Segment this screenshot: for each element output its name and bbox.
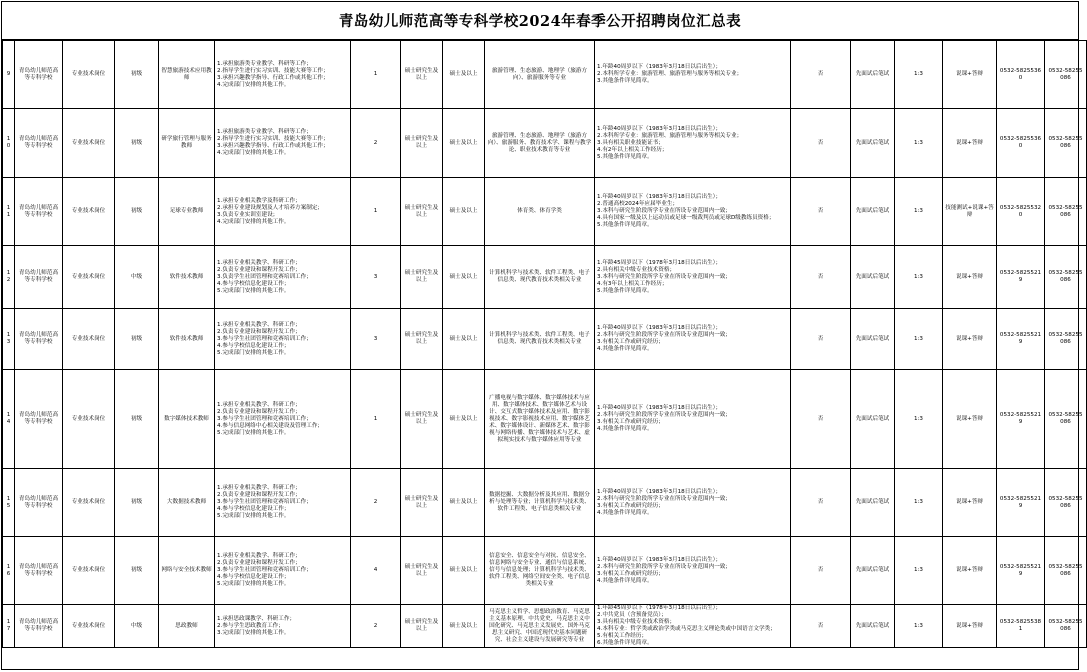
post-duties-line: 2.负责专业建设和课程开发工作； [217, 560, 301, 566]
education-requirement: 硕士研究生及以上 [401, 178, 443, 246]
other-requirements-line: 4.有3年以上相关工作经历； [597, 280, 668, 287]
written-exam: 否 [791, 41, 851, 109]
other-requirements-line: 5.有相关工作经历； [597, 633, 648, 639]
education-requirement: 硕士研究生及以上 [401, 109, 443, 178]
post-name: 软件技术教师 [159, 246, 215, 309]
recruitment-sheet [1, 1, 1083, 670]
degree-requirement: 硕士及以上 [443, 178, 485, 246]
post-level: 中级 [115, 605, 159, 648]
major-requirement: 信息安全、信息安全与对抗、信息安全、信息网络与安全专业、通信与信息系统、信号与信息处理；计算机科学与技术类、软件工程类、网络空间安全类、电子信息类相关专业 [485, 537, 595, 605]
written-exam: 否 [791, 469, 851, 537]
post-level: 初级 [115, 41, 159, 109]
post-duties-line: 1.承担专业相关教学及科研工作； [217, 197, 301, 204]
hiring-unit: 青岛幼儿师范高等专科学校 [15, 537, 63, 605]
interview-ratio: 1:3 [895, 246, 943, 309]
hiring-unit: 青岛幼儿师范高等专科学校 [15, 370, 63, 469]
hire-count: 1 [351, 178, 401, 246]
other-requirements-line: 1.年龄45周岁以下（1978年3月18日以后出生）； [597, 605, 722, 611]
other-requirements-line: 3.其他条件详见简章。 [597, 78, 653, 84]
exam-method: 先面试后笔试 [851, 469, 895, 537]
post-duties [215, 178, 351, 246]
post-duties-line: 5.完成部门安排的其他工作。 [217, 287, 290, 294]
consult-phone: 0532-58255360 [997, 41, 1045, 109]
education-requirement: 硕士研究生及以上 [401, 605, 443, 648]
post-duties-line: 1.承担专业相关教学、科研工作； [217, 321, 301, 328]
hiring-unit: 青岛幼儿师范高等专科学校 [15, 41, 63, 109]
post-duties-line: 1.承担专业相关教学、科研工作； [217, 553, 301, 559]
post-duties-line: 4.完成部门安排的其他工作。 [217, 81, 290, 88]
other-requirements-line: 1.年龄40周岁以下（1983年3月18日以后出生）； [597, 325, 722, 331]
other-requirements-line: 3.有相关工作或研究经历； [597, 502, 664, 509]
post-duties [215, 246, 351, 309]
hire-count: 4 [351, 537, 401, 605]
post-name: 思政教师 [159, 605, 215, 648]
row-number: 15 [3, 469, 15, 537]
exam-method: 先面试后笔试 [851, 246, 895, 309]
other-requirements [595, 309, 791, 370]
post-level: 中级 [115, 246, 159, 309]
supervision-phone: 0532-58255086 [1045, 370, 1087, 469]
other-requirements-line: 3.具有相关职业技能证书； [597, 139, 664, 146]
post-category: 专业技术岗位 [63, 178, 115, 246]
other-requirements-line: 4.其他条件详见简章。 [597, 577, 653, 584]
post-name: 大数据技术教师 [159, 469, 215, 537]
post-category: 专业技术岗位 [63, 469, 115, 537]
consult-phone: 0532-58255219 [997, 246, 1045, 309]
consult-phone: 0532-58255320 [997, 178, 1045, 246]
row-number: 11 [3, 178, 15, 246]
interview-form: 说课+答辩 [943, 469, 997, 537]
post-name: 研学旅行管理与服务教师 [159, 109, 215, 178]
table-row [3, 469, 1087, 537]
post-duties-line: 4.参与学校信息化建设工作； [217, 506, 290, 512]
other-requirements [595, 370, 791, 469]
supervision-phone: 0532-58255086 [1045, 309, 1087, 370]
hire-count: 1 [351, 41, 401, 109]
other-requirements [595, 537, 791, 605]
post-duties-line: 2.负责专业建设和课程开发工作； [217, 408, 301, 415]
table-row [3, 370, 1087, 469]
other-requirements-line: 1.年龄40周岁以下（1983年3月18日以后出生）； [597, 125, 722, 132]
major-requirement: 计算机科学与技术类、软件工程类、电子信息类、现代教育技术类相关专业 [485, 246, 595, 309]
post-duties [215, 309, 351, 370]
hiring-unit: 青岛幼儿师范高等专科学校 [15, 246, 63, 309]
interview-ratio: 1:3 [895, 178, 943, 246]
consult-phone: 0532-58255219 [997, 537, 1045, 605]
post-category: 专业技术岗位 [63, 605, 115, 648]
post-duties-line: 1.承担旅游类专业教学、科研等工作； [217, 129, 312, 135]
major-requirement: 旅游管理、生态旅游、地理学（旅游方向）、旅游服务等专业 [485, 41, 595, 109]
other-requirements-line: 4.有2年以上相关工作经历； [597, 146, 668, 153]
written-exam: 否 [791, 109, 851, 178]
exam-method: 先面试后笔试 [851, 41, 895, 109]
supervision-phone: 0532-58255086 [1045, 605, 1087, 648]
exam-method: 先面试后笔试 [851, 309, 895, 370]
other-requirements-line: 2.具有相关中级专业技术资格； [597, 266, 676, 273]
other-requirements-line: 1.年龄40周岁以下（1983年3月18日以后出生）； [597, 556, 722, 563]
other-requirements [595, 469, 791, 537]
post-duties-line: 2.负责专业建设和课程开发工作； [217, 266, 301, 273]
hire-count: 2 [351, 605, 401, 648]
post-duties-line: 4.参与学校信息化建设工作； [217, 280, 290, 287]
interview-ratio: 1:3 [895, 469, 943, 537]
other-requirements-line: 4.其他条件详见简章。 [597, 426, 653, 432]
interview-ratio: 1:3 [895, 109, 943, 178]
exam-method: 先面试后笔试 [851, 370, 895, 469]
other-requirements-line: 3.有相关工作或研究经历； [597, 419, 664, 425]
written-exam: 否 [791, 309, 851, 370]
other-requirements [595, 109, 791, 178]
other-requirements-line: 2.本科与研究生阶段所学专业在所设专业范围内一致； [597, 412, 731, 418]
hiring-unit: 青岛幼儿师范高等专科学校 [15, 309, 63, 370]
degree-requirement: 硕士及以上 [443, 537, 485, 605]
supervision-phone: 0532-58255086 [1045, 178, 1087, 246]
education-requirement: 硕士研究生及以上 [401, 469, 443, 537]
row-number: 12 [3, 246, 15, 309]
interview-form: 说课+答辩 [943, 370, 997, 469]
post-name: 数字媒体技术教师 [159, 370, 215, 469]
other-requirements-line: 4.其他条件详见简章。 [597, 346, 653, 352]
post-duties-line: 5.完成部门安排的其他工作。 [217, 513, 290, 519]
major-requirement: 旅游管理、生态旅游、地理学（旅游方向）、旅游服务、教育技术学、课程与教学论、职业技术教育等专业 [485, 109, 595, 178]
hire-count: 3 [351, 246, 401, 309]
written-exam: 否 [791, 537, 851, 605]
post-duties-line: 4.参与信息网络中心相关建设及管理工作； [217, 422, 324, 429]
post-duties-line: 4.完成部门安排的其他工作。 [217, 150, 290, 156]
post-category: 专业技术岗位 [63, 246, 115, 309]
post-duties [215, 41, 351, 109]
post-duties-line: 3.负责学生社团管理和竞赛培训工作； [217, 273, 312, 280]
supervision-phone: 0532-58255086 [1045, 469, 1087, 537]
interview-form: 说课+答辩 [943, 246, 997, 309]
exam-method: 先面试后笔试 [851, 109, 895, 178]
post-duties-line: 2.负责专业建设和课程开发工作； [217, 492, 301, 498]
hire-count: 3 [351, 309, 401, 370]
positions-table [2, 40, 1087, 648]
row-number: 17 [3, 605, 15, 648]
education-requirement: 硕士研究生及以上 [401, 537, 443, 605]
hire-count: 2 [351, 469, 401, 537]
post-category: 专业技术岗位 [63, 309, 115, 370]
post-level: 初级 [115, 178, 159, 246]
degree-requirement: 硕士及以上 [443, 605, 485, 648]
post-duties [215, 109, 351, 178]
post-name: 智慧旅游技术应用教师 [159, 41, 215, 109]
other-requirements-line: 1.年龄40周岁以下（1983年3月18日以后出生）； [597, 488, 722, 495]
major-requirement: 广播电视与数字媒体、数字媒体技术与应用、数字媒体技术、数字媒体艺术与设计、交互式数字媒体技术及应用、数字影视技术、数字影视技术应用、数字媒体艺术、数字媒体设计、新媒体艺术、数字影视与网络传播、数字媒体技术与艺术、虚拟现实技术与数字媒体应用等专业 [485, 370, 595, 469]
post-duties-line: 3.承担兴趣教学指导、行政工作或其他工作； [217, 143, 329, 149]
other-requirements-line: 5.其他条件详见简章。 [597, 222, 653, 228]
other-requirements-line: 3.具有相关中级专业技术资格； [597, 619, 676, 625]
other-requirements [595, 41, 791, 109]
row-number: 9 [3, 41, 15, 109]
post-duties-line: 3.参与学生社团管理和竞赛培训工作； [217, 415, 312, 422]
post-duties-line: 3.负责专业实训室建设； [217, 211, 279, 218]
other-requirements-line: 2.本科与研究生阶段所学专业在所设专业范围内一致； [597, 332, 731, 338]
other-requirements-line: 2.本科所学专业：旅游管理、旅游管理与服务等相关专业； [597, 71, 743, 77]
hire-count: 2 [351, 109, 401, 178]
exam-method: 先面试后笔试 [851, 605, 895, 648]
post-duties [215, 537, 351, 605]
post-duties-line: 3.完成部门安排的其他工作。 [217, 629, 290, 636]
table-row [3, 246, 1087, 309]
post-duties-line: 2.指导学生进行实习实训、技能大赛等工作； [217, 136, 329, 142]
hiring-unit: 青岛幼儿师范高等专科学校 [15, 109, 63, 178]
row-number: 13 [3, 309, 15, 370]
other-requirements-line: 3.有相关工作或研究经历； [597, 339, 664, 345]
education-requirement: 硕士研究生及以上 [401, 370, 443, 469]
hiring-unit: 青岛幼儿师范高等专科学校 [15, 605, 63, 648]
post-duties-line: 5.完成部门安排的其他工作。 [217, 581, 290, 587]
post-category: 专业技术岗位 [63, 537, 115, 605]
other-requirements [595, 178, 791, 246]
post-category: 专业技术岗位 [63, 370, 115, 469]
exam-method: 先面试后笔试 [851, 537, 895, 605]
consult-phone: 0532-58255381 [997, 605, 1045, 648]
education-requirement: 硕士研究生及以上 [401, 41, 443, 109]
interview-ratio: 1:3 [895, 605, 943, 648]
interview-form: 技能测试+说课+答辩 [943, 178, 997, 246]
post-duties-line: 1.承担旅游类专业教学、科研等工作； [217, 60, 312, 67]
post-duties-line: 3.参与学生社团管理和竞赛培训工作； [217, 335, 312, 342]
row-number: 14 [3, 370, 15, 469]
consult-phone: 0532-58255219 [997, 309, 1045, 370]
other-requirements-line: 2.本科所学专业：旅游管理、旅游管理与服务等相关专业； [597, 132, 743, 139]
other-requirements-line: 6.其他条件详见简章。 [597, 640, 653, 646]
hire-count: 1 [351, 370, 401, 469]
post-level: 初级 [115, 309, 159, 370]
post-category: 专业技术岗位 [63, 109, 115, 178]
other-requirements-line: 1.年龄40周岁以下（1983年3月18日以后出生）； [597, 405, 722, 411]
post-level: 初级 [115, 469, 159, 537]
post-level: 初级 [115, 370, 159, 469]
other-requirements-line: 1.年龄40周岁以下（1983年3月18日以后出生）； [597, 194, 722, 200]
post-duties-line: 3.参与学生社团管理和竞赛培训工作； [217, 499, 312, 505]
written-exam: 否 [791, 370, 851, 469]
table-row [3, 537, 1087, 605]
exam-method: 先面试后笔试 [851, 178, 895, 246]
interview-ratio: 1:3 [895, 370, 943, 469]
post-duties [215, 370, 351, 469]
hiring-unit: 青岛幼儿师范高等专科学校 [15, 178, 63, 246]
post-category: 专业技术岗位 [63, 41, 115, 109]
post-duties-line: 4.参与学校信息化建设工作； [217, 574, 290, 580]
hiring-unit: 青岛幼儿师范高等专科学校 [15, 469, 63, 537]
other-requirements-line: 4.具有国家一级及以上运动员或足球一级裁判员或足球D级教练员资格； [597, 215, 775, 221]
post-duties-line: 1.承担专业相关教学、科研工作； [217, 259, 301, 266]
interview-ratio: 1:3 [895, 309, 943, 370]
other-requirements-line: 3.有相关工作或研究经历； [597, 570, 664, 577]
supervision-phone: 0532-58255086 [1045, 537, 1087, 605]
other-requirements-line: 1.年龄45周岁以下（1978年3月18日以后出生）； [597, 259, 722, 266]
degree-requirement: 硕士及以上 [443, 246, 485, 309]
table-row [3, 605, 1087, 648]
post-duties [215, 605, 351, 648]
other-requirements [595, 246, 791, 309]
education-requirement: 硕士研究生及以上 [401, 246, 443, 309]
degree-requirement: 硕士及以上 [443, 309, 485, 370]
other-requirements-line: 2.本科与研究生阶段所学专业在所设专业范围内一致； [597, 563, 731, 570]
other-requirements-line: 2.中共党员（含预备党员）； [597, 612, 667, 618]
post-duties-line: 3.承担兴趣教学指导、行政工作或其他工作； [217, 74, 329, 81]
other-requirements-line: 3.本科与研究生阶段所学专业在所设专业范围内一致； [597, 208, 731, 214]
post-duties-line: 2.负责专业建设和课程开发工作； [217, 328, 301, 335]
education-requirement: 硕士研究生及以上 [401, 309, 443, 370]
post-duties-line: 2.承担专业建设规划及人才培养方案制定； [217, 204, 324, 211]
post-duties-line: 1.承担专业相关教学、科研工作； [217, 485, 301, 491]
post-duties-line: 5.完成部门安排的其他工作。 [217, 429, 290, 436]
degree-requirement: 硕士及以上 [443, 370, 485, 469]
degree-requirement: 硕士及以上 [443, 41, 485, 109]
consult-phone: 0532-58255219 [997, 469, 1045, 537]
interview-form: 说课+答辩 [943, 109, 997, 178]
interview-form: 说课+答辩 [943, 309, 997, 370]
degree-requirement: 硕士及以上 [443, 469, 485, 537]
table-row [3, 41, 1087, 109]
other-requirements-line: 4.本科专业：哲学类或政治学类或马克思主义理论类或中国语言文学类； [597, 626, 776, 632]
major-requirement: 体育类、体育学类 [485, 178, 595, 246]
other-requirements-line: 4.其他条件详见简章。 [597, 509, 653, 516]
post-name: 足球专业教师 [159, 178, 215, 246]
written-exam: 否 [791, 605, 851, 648]
supervision-phone: 0532-58255086 [1045, 109, 1087, 178]
post-duties-line: 5.完成部门安排的其他工作。 [217, 349, 290, 356]
post-name: 软件技术教师 [159, 309, 215, 370]
post-duties-line: 2.指导学生进行实习实训、技能大赛等工作； [217, 67, 329, 74]
table-row [3, 109, 1087, 178]
table-row [3, 178, 1087, 246]
written-exam: 否 [791, 246, 851, 309]
other-requirements-line: 3.本科与研究生阶段所学专业在所设专业范围内一致； [597, 273, 731, 280]
other-requirements-line: 1.年龄40周岁以下（1983年3月18日以后出生）； [597, 64, 722, 70]
major-requirement: 计算机科学与技术类、软件工程类、电子信息类、现代教育技术类相关专业 [485, 309, 595, 370]
other-requirements-line: 5.其他条件详见简章。 [597, 287, 653, 294]
consult-phone: 0532-58255360 [997, 109, 1045, 178]
major-requirement: 马克思主义哲学、思想政治教育、马克思主义基本原理、中共党史、马克思主义中国化研究、马克思主义发展史、国外马克思主义研究、中国近现代史基本问题研究、社会主义建设与发展研究等专业 [485, 605, 595, 648]
post-duties-line: 1.承担思政课教学、科研工作； [217, 615, 296, 622]
written-exam: 否 [791, 178, 851, 246]
supervision-phone: 0532-58255086 [1045, 246, 1087, 309]
post-duties-line: 2.参与学生思政教育工作； [217, 622, 284, 629]
sheet-title: 青岛幼儿师范高等专科学校2024年春季公开招聘岗位汇总表 [2, 2, 1078, 40]
post-level: 初级 [115, 537, 159, 605]
interview-form: 说课+答辩 [943, 605, 997, 648]
other-requirements [595, 605, 791, 648]
post-level: 初级 [115, 109, 159, 178]
row-number: 10 [3, 109, 15, 178]
row-number: 16 [3, 537, 15, 605]
other-requirements-line: 2.普通高校2024年应届毕业生； [597, 201, 679, 207]
interview-form: 说课+答辩 [943, 41, 997, 109]
interview-ratio: 1:3 [895, 537, 943, 605]
table-row [3, 309, 1087, 370]
supervision-phone: 0532-58255086 [1045, 41, 1087, 109]
post-duties-line: 1.承担专业相关教学、科研工作； [217, 401, 301, 408]
interview-form: 说课+答辩 [943, 537, 997, 605]
interview-ratio: 1:3 [895, 41, 943, 109]
major-requirement: 数据挖掘、大数据分析及其应用、数据分析与处理等专业；计算机科学与技术类、软件工程类、电子信息类相关专业 [485, 469, 595, 537]
degree-requirement: 硕士及以上 [443, 109, 485, 178]
other-requirements-line: 2.本科与研究生阶段所学专业在所设专业范围内一致； [597, 495, 731, 502]
post-duties-line: 4.参与学校信息化建设工作； [217, 342, 290, 349]
other-requirements-line: 5.其他条件详见简章。 [597, 153, 653, 160]
post-duties-line: 3.参与学生社团管理和竞赛培训工作； [217, 567, 312, 573]
post-duties [215, 469, 351, 537]
consult-phone: 0532-58255219 [997, 370, 1045, 469]
post-name: 网络与安全技术教师 [159, 537, 215, 605]
post-duties-line: 4.完成部门安排的其他工作。 [217, 218, 290, 225]
